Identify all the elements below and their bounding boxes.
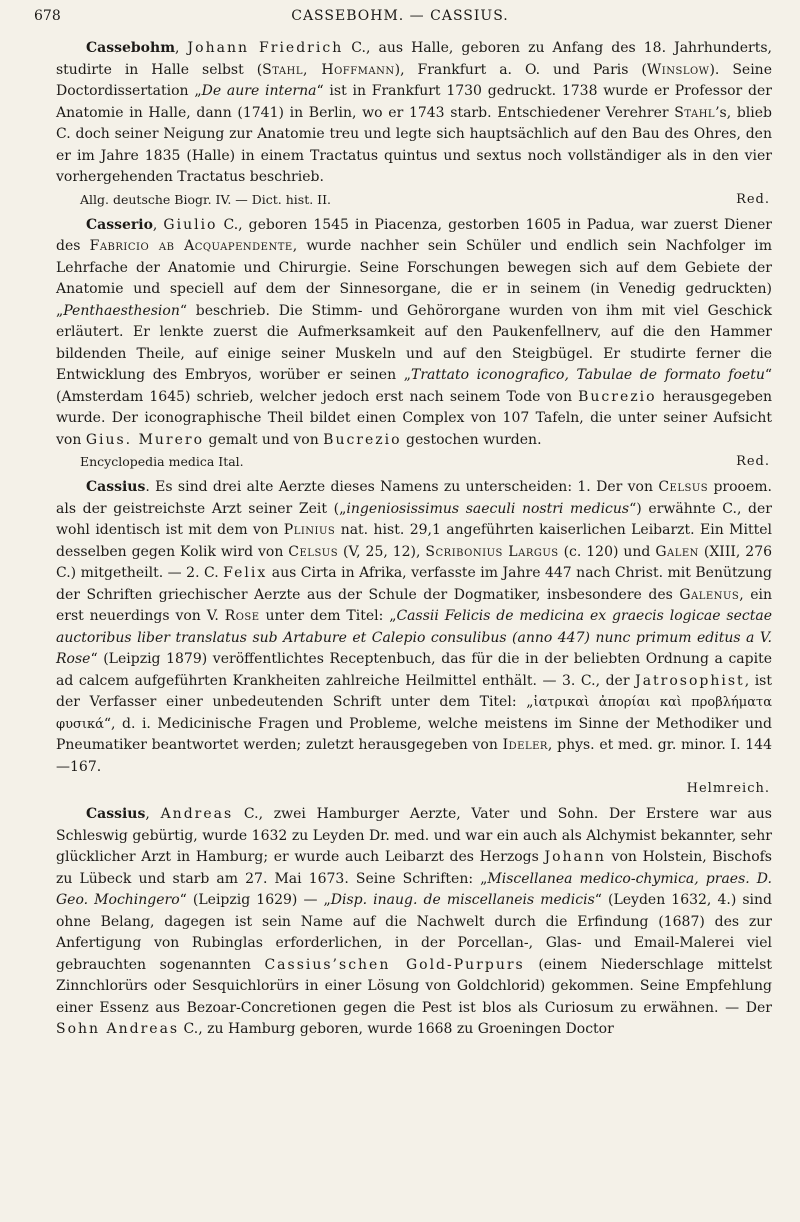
- reference-line: [56, 778, 772, 799]
- author-signature: Red.: [736, 191, 770, 207]
- entry-headword: Cassebohm: [86, 40, 176, 56]
- entry-text: Cassebohm, Johann Friedrich C., aus Halle, geboren zu Anfang des 18. Jahrhunderts, studirte in Halle selbst (Stahl, Hoffmann), Frankfurt a. O. und Paris (Winslow). Seine Doctordissertation „De aure interna“ ist in Frankfurt 1730 gedruckt. 1738 wurde er Professor der Anatomie in Halle, dann (1741) in Berlin, wo er 1743 starb. Entschiedener Verehrer Stahl’s, blieb C. doch seiner Neigung zur Anatomie treu und legte sich hauptsächlich auf den Bau des Ohres, den er im Jahre 1835 (Halle) in einem Tractatus quintus und sextus noch vollständiger als in den vier vorhergehenden Tractatus beschrieb.: [56, 40, 773, 185]
- entry-headword: Casserio: [86, 216, 153, 233]
- given-name: Giulio: [163, 216, 218, 233]
- entry-text: Cassius, Andreas C., zwei Hamburger Aerzte, Vater und Sohn. Der Erstere war aus Schleswig gebürtig, wurde 1632 zu Leyden Dr. med. und war ein auch als Alchymist bekannter, sehr glücklicher Arzt in Hamburg; er wurde auch Leibarzt des Herzogs Johann von Holstein, Bischofs zu Lübeck und starb am 27. Mai 1673. Seine Schriften: „Miscellanea medico-chymica, praes. D. Geo. Mochingero“ (Leipzig 1629) — „Disp. inaug. de miscellaneis medicis“ (Leyden 1632, 4.) sind ohne Belang, dagegen ist sein Name auf die Nachwelt durch die Erfindung (1687) des zur Anfertigung von Rubinglas erforderlichen, in der Porcellan-, Glas- und Email-Malerei viel gebrauchten sogenannten Cassius’schen Gold-Purpurs (einem Niederschlage mittelst Zinnchlorürs oder Sesquichlorürs in einer Lösung von Goldchlorid) gekommen. Seine Empfehlung einer Essenz aus Bezoar-Concretionen gegen die Pest ist blos als Curiosum zu erwähnen. — Der Sohn Andreas C., zu Hamburg geboren, wurde 1668 zu Groeningen Doctor: [56, 806, 772, 1037]
- given-name: Andreas: [160, 806, 234, 822]
- entry-headword: Cassius: [86, 479, 146, 495]
- entry-casserio: [56, 215, 772, 452]
- reference-line: Allg. deutsche Biogr. IV. — Dict. hist. II. Red.: [56, 189, 772, 210]
- entry-cassius: [56, 477, 772, 778]
- entry-headword: Cassius: [86, 806, 146, 822]
- page-number: 678: [34, 8, 61, 24]
- entry-cassius-andreas: [56, 804, 772, 1041]
- given-name: Johann Friedrich: [187, 40, 344, 56]
- entry-text: Cassius. Es sind drei alte Aerzte dieses Namens zu unterscheiden: 1. Der von Celsus prooem. als der geistreichste Arzt seiner Zeit („ingeniosissimus saeculi nostri medicus“) erwähnte C., der wohl identisch ist mit dem von Plinius nat. hist. 29,1 angeführten kaiserlichen Leibarzt. Ein Mittel desselben gegen Kolik wird von Celsus (V, 25, 12), Scribonius Largus (c. 120) und Galen (XIII, 276 C.) mitgetheilt. — 2. C. Felix aus Cirta in Afrika, verfasste im Jahre 447 nach Christ. mit Benützung der Schriften griechischer Aerzte aus der Schule der Dogmatiker, insbesondere des Galenus, ein erst neuerdings von V. Rose unter dem Titel: „Cassii Felicis de medicina ex graecis logicae sectae auctoribus liber translatus sub Artabure et Calepio consulibus (anno 447) nunc primum editus a V. Rose“ (Leipzig 1879) veröffentlichtes Receptenbuch, das für die in der beliebten Ordnung a capite ad calcem aufgeführten Krankheiten zahlreiche Heilmittel enthält. — 3. C., der Jatrosophist, ist der Verfasser einer unbedeutenden Schrift unter dem Titel: „ἰατρικαὶ ἀπορίαι καὶ προβλήματα φυσικά“, d. i. Medicinische Fragen und Probleme, welche meistens im Sinne der Methodiker und Pneumatiker beantwortet werden; zuletzt herausgegeben von Ideler, phys. et med. gr. minor. I. 144—167.: [56, 479, 773, 775]
- entry-text: Casserio, Giulio C., geboren 1545 in Piacenza, gestorben 1605 in Padua, war zuerst Diener des Fabricio ab Acquapendente, wurde nachher sein Schüler und endlich sein Nachfolger im Lehrfache der Anatomie und Chirurgie. Seine Forschungen bewegen sich auf dem Gebiete der Anatomie und speciell auf dem der Sinnesorgane, die er in seinem (in Venedig gedruckten) „Penthaesthesion“ beschrieb. Die Stimm- und Gehörorgane wurden von ihm mit viel Geschick erläutert. Er lenkte zuerst die Aufmerksamkeit auf den Paukenfellnerv, auf die den Hammer bildenden Theile, auf einige seiner Muskeln und auf den Steigbügel. Er studirte ferner die Entwicklung des Embryos, worüber er seinen „Trattato iconografico, Tabulae de formato foetu“ (Amsterdam 1645) schrieb, welcher jedoch erst nach seinem Tode von Bucrezio herausgegeben wurde. Der iconographische Theil bildet einen Complex von 107 Tafeln, die unter seiner Aufsicht von Gius. Murero gemalt und von Bucrezio gestochen wurden.: [56, 216, 773, 448]
- reference-line: Encyclopedia medica Ital. Red.: [56, 451, 772, 472]
- page-header: [34, 4, 766, 28]
- author-signature: Red.: [736, 454, 770, 469]
- page-content: [56, 38, 772, 1041]
- running-head: CASSEBOHM. — CASSIUS.: [291, 8, 509, 24]
- author-signature: Helmreich.: [686, 781, 770, 796]
- entry-cassebohm: [56, 38, 772, 189]
